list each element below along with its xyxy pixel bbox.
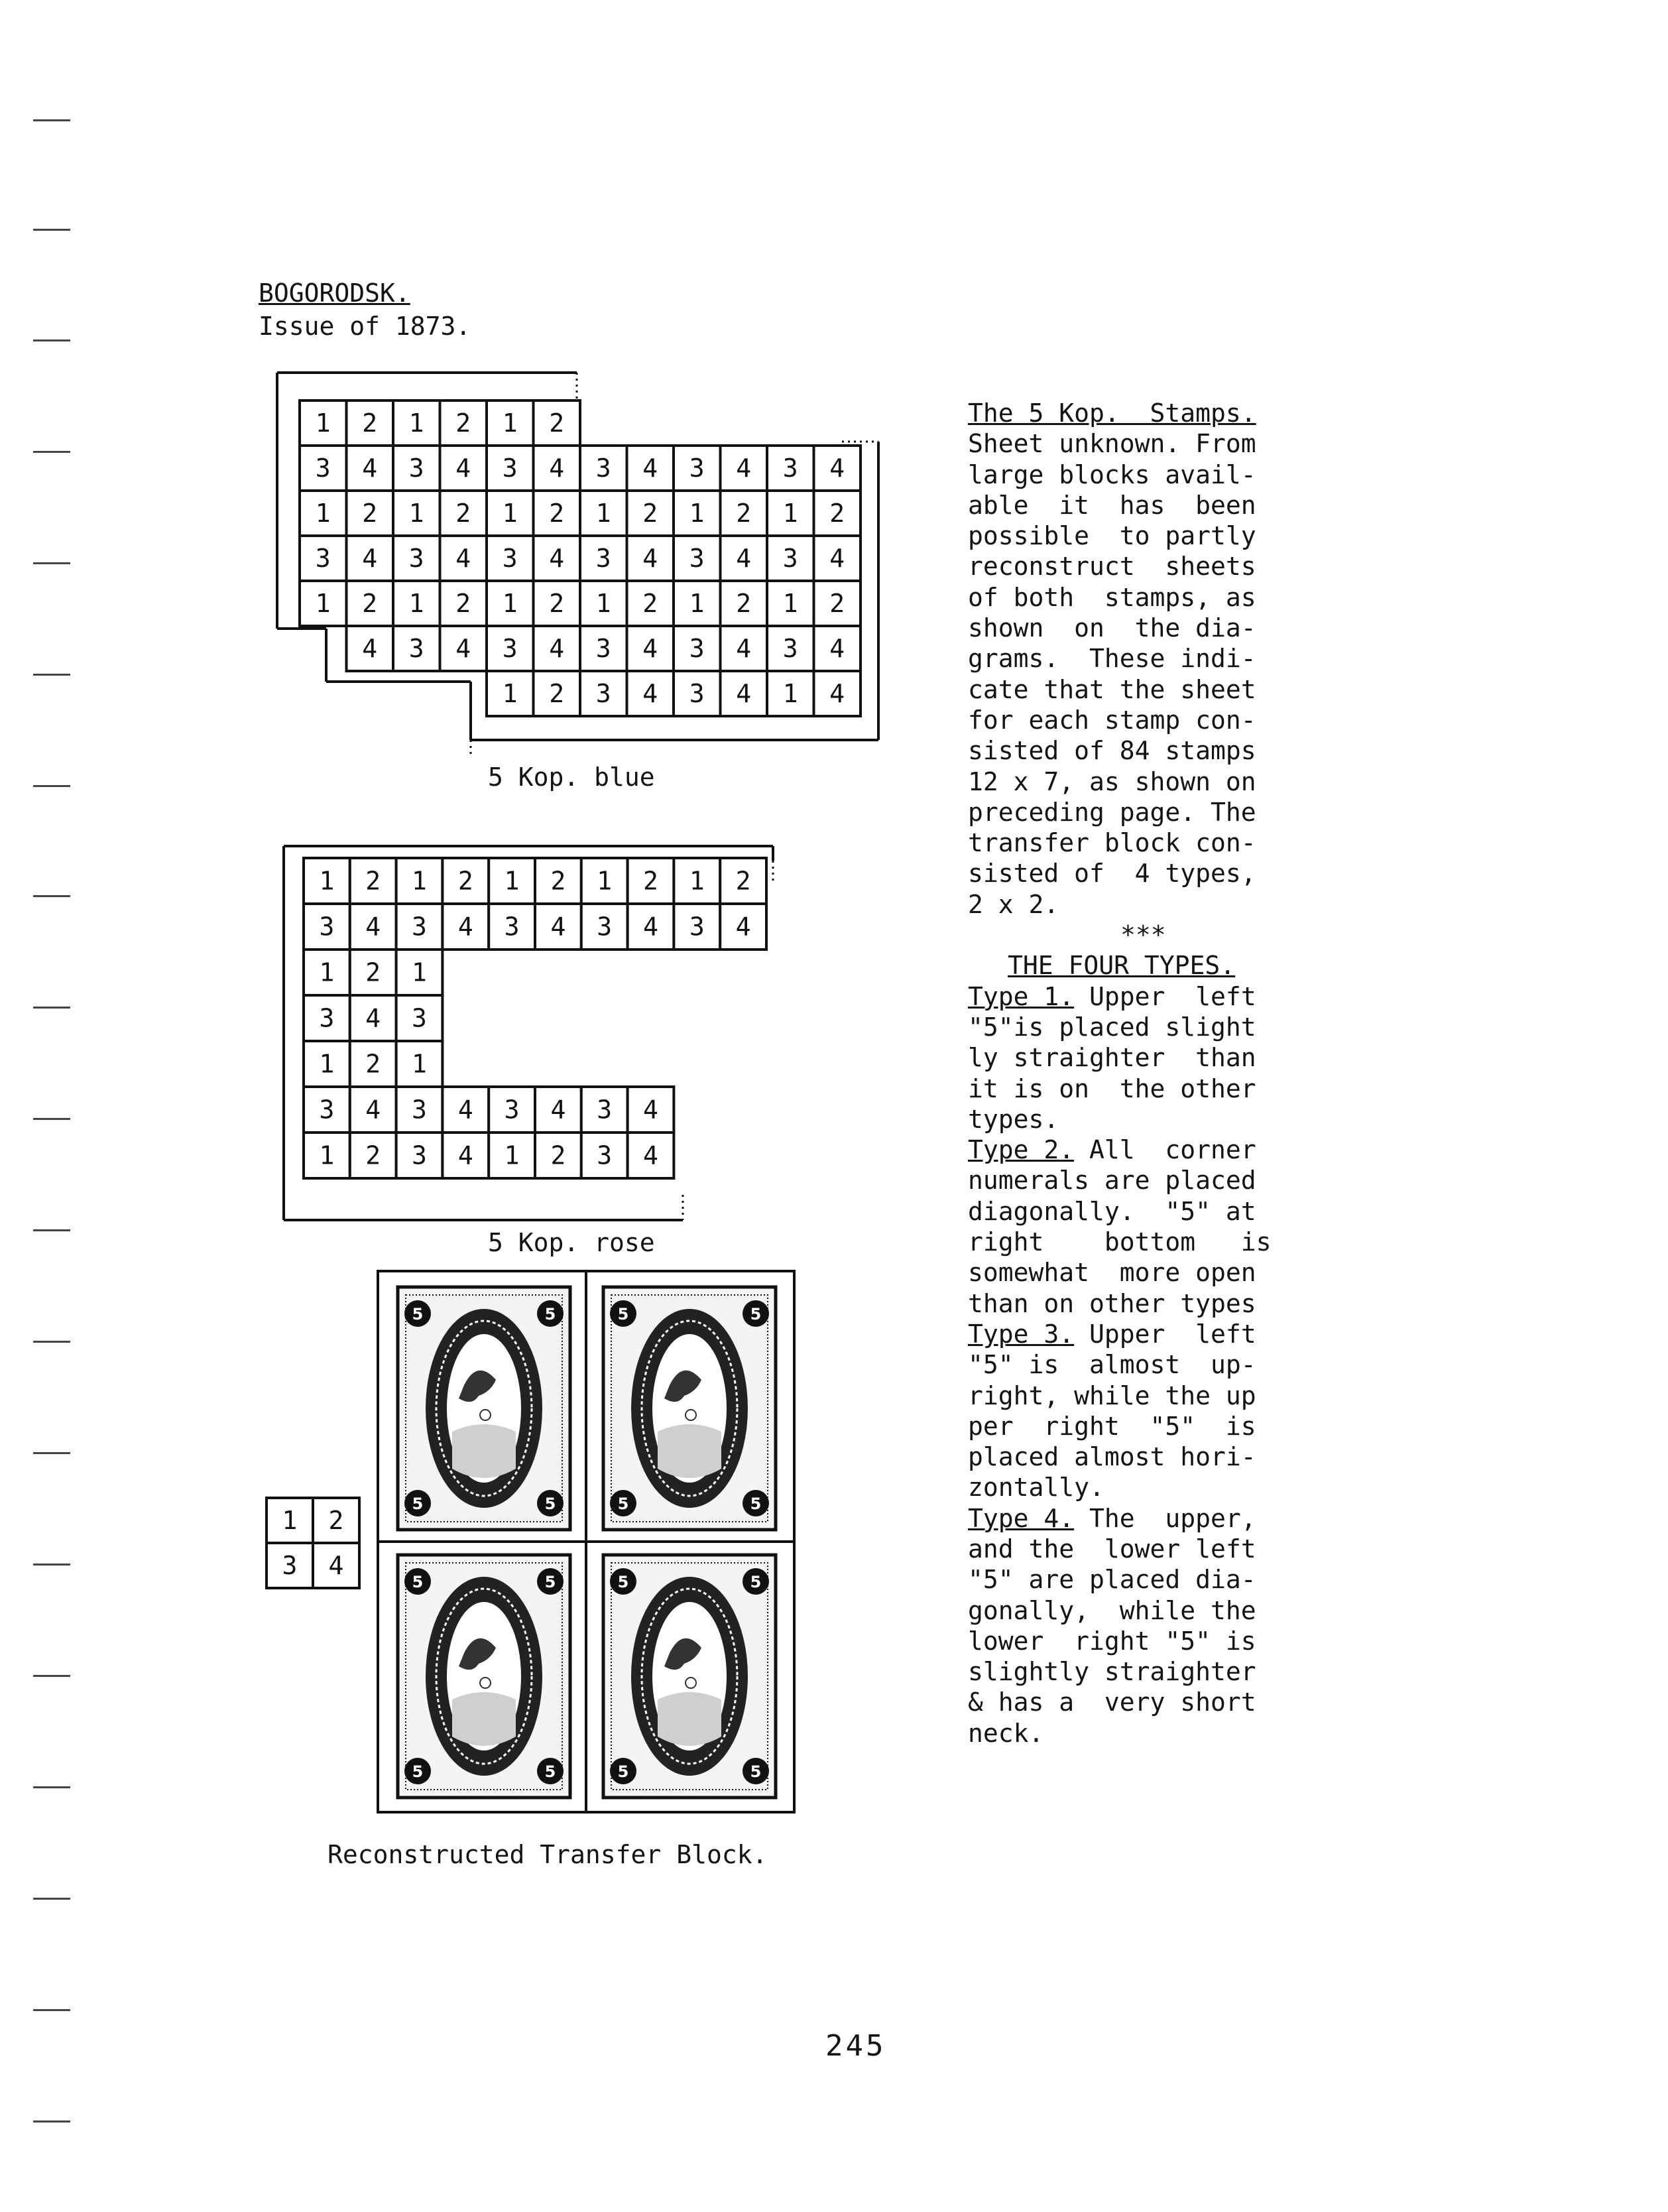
grid-cell-number: 1 <box>502 589 518 618</box>
stamp-type-4 <box>591 1547 788 1806</box>
text-line: 2 x 2. <box>968 889 1059 919</box>
grid-cell-number: 3 <box>689 634 705 663</box>
grid-cell-number: 4 <box>457 912 473 942</box>
grid-cell-number: 3 <box>502 454 518 483</box>
grid-cell-number: 2 <box>829 499 845 528</box>
grid-cell-number: 4 <box>549 454 565 483</box>
text-line: placed almost hori- <box>968 1442 1256 1472</box>
text-line: numerals are placed <box>968 1166 1256 1196</box>
grid-cell-number: 2 <box>455 408 471 438</box>
key-number: 4 <box>328 1551 344 1580</box>
text-line: possible to partly <box>968 521 1256 551</box>
text-line: for each stamp con- <box>968 705 1256 735</box>
grid-cell-number: 3 <box>782 454 798 483</box>
grid-cell-number: 1 <box>319 957 335 987</box>
grid-cell-number: 3 <box>597 1140 613 1170</box>
caption-transfer-block: Reconstructed Transfer Block. <box>328 1840 768 1869</box>
grid-cell-number: 2 <box>642 499 658 528</box>
margin-tick <box>33 1229 70 1231</box>
text-line: of both stamps, as <box>968 582 1256 612</box>
grid-cell-number: 3 <box>408 544 424 573</box>
margin-tick <box>33 674 70 676</box>
text-line: "5" is almost up- <box>968 1350 1256 1380</box>
margin-tick <box>33 119 70 121</box>
text-line: cate that the sheet <box>968 674 1256 704</box>
margin-tick <box>33 1452 70 1454</box>
grid-cell-number: 2 <box>455 499 471 528</box>
grid-cell-number: 1 <box>412 1049 427 1079</box>
text-line: right, while the up <box>968 1381 1256 1410</box>
grid-cell-number: 2 <box>550 1140 566 1170</box>
text-line: than on other types <box>968 1288 1256 1318</box>
section-separator: *** <box>1120 920 1166 950</box>
grid-cell-number: 4 <box>365 1003 381 1033</box>
svg-text:5: 5 <box>412 1762 424 1781</box>
type-2-label: Type 2. <box>968 1135 1075 1165</box>
stamp-type-2 <box>591 1279 788 1538</box>
text-line: The upper, <box>1074 1503 1256 1533</box>
margin-tick <box>33 2120 70 2122</box>
text-line: neck. <box>968 1718 1044 1748</box>
grid-cell-number: 1 <box>782 679 798 708</box>
grid-cell-number: 2 <box>455 589 471 618</box>
grid-cell-number: 2 <box>735 866 751 896</box>
grid-cell-number: 1 <box>319 1140 335 1170</box>
grid-cell-number: 1 <box>689 499 705 528</box>
text-line: able it has been <box>968 490 1256 520</box>
grid-cell-number: 4 <box>829 679 845 708</box>
type-4-label: Type 4. <box>968 1503 1075 1533</box>
grid-cell-number: 2 <box>365 866 381 896</box>
grid-cell-number: 3 <box>319 912 335 942</box>
text-line: lower right "5" is <box>968 1626 1256 1656</box>
margin-tick <box>33 2009 70 2011</box>
grid-cell-number: 3 <box>597 912 613 942</box>
grid-cell-number: 1 <box>502 679 518 708</box>
grid-cell-number: 2 <box>362 408 378 438</box>
text-line: preceding page. The <box>968 797 1256 827</box>
text-line: ly straighter than <box>968 1043 1256 1073</box>
grid-cell-number: 1 <box>504 1140 520 1170</box>
grid-cell-number: 4 <box>642 634 658 663</box>
grid-cell-number: 2 <box>365 1140 381 1170</box>
sheet-diagram-rose <box>278 837 782 1228</box>
key-number: 2 <box>328 1506 344 1535</box>
grid-cell-number: 3 <box>597 1095 613 1125</box>
grid-cell-number: 4 <box>643 1140 658 1170</box>
grid-cell-number: 4 <box>643 912 658 942</box>
text-line: Upper left <box>1074 1319 1256 1349</box>
grid-cell-number: 4 <box>457 1095 473 1125</box>
svg-text:5: 5 <box>544 1305 556 1323</box>
grid-cell-number: 4 <box>736 544 752 573</box>
margin-tick <box>33 1786 70 1788</box>
grid-cell-number: 3 <box>408 634 424 663</box>
right-column-text <box>968 398 1339 1749</box>
grid-cell-number: 4 <box>642 454 658 483</box>
margin-tick <box>33 562 70 564</box>
grid-cell-number: 1 <box>502 408 518 438</box>
grid-cell-number: 4 <box>736 679 752 708</box>
margin-tick <box>33 785 70 787</box>
grid-cell-number: 3 <box>412 1095 427 1125</box>
svg-text:5: 5 <box>750 1495 762 1513</box>
grid-cell-number: 3 <box>782 634 798 663</box>
svg-text:5: 5 <box>617 1495 629 1513</box>
margin-tick <box>33 1007 70 1009</box>
text-line: reconstruct sheets <box>968 552 1256 582</box>
text-line: large blocks avail- <box>968 460 1256 489</box>
text-line: & has a very short <box>968 1688 1256 1717</box>
text-line: "5"is placed slight <box>968 1012 1256 1042</box>
text-line: slightly straighter <box>968 1657 1256 1687</box>
stamp-type-3 <box>386 1547 582 1806</box>
grid-cell-number: 4 <box>736 634 752 663</box>
text-line: zontally. <box>968 1473 1104 1503</box>
grid-cell-number: 3 <box>595 634 611 663</box>
grid-cell-number: 3 <box>412 1140 427 1170</box>
grid-cell-number: 1 <box>597 866 613 896</box>
grid-cell-number: 1 <box>412 957 427 987</box>
grid-cell-number: 3 <box>502 634 518 663</box>
grid-cell-number: 4 <box>362 634 378 663</box>
grid-cell-number: 4 <box>362 544 378 573</box>
text-line: "5" are placed dia- <box>968 1565 1256 1595</box>
grid-cell-number: 1 <box>315 499 331 528</box>
text-line: sisted of 4 types, <box>968 859 1256 889</box>
text-line: right bottom is <box>968 1227 1272 1257</box>
svg-text:5: 5 <box>750 1762 762 1781</box>
grid-cell-number: 2 <box>362 499 378 528</box>
grid-cell-number: 2 <box>736 499 752 528</box>
grid-cell-number: 1 <box>689 866 705 896</box>
grid-cell-number: 4 <box>455 544 471 573</box>
grid-cell-number: 4 <box>829 544 845 573</box>
type-1-label: Type 1. <box>968 981 1075 1011</box>
grid-cell-number: 1 <box>408 589 424 618</box>
grid-cell-number: 1 <box>689 589 705 618</box>
text-line: types. <box>968 1104 1059 1134</box>
grid-cell-number: 3 <box>412 1003 427 1033</box>
grid-cell-number: 1 <box>595 589 611 618</box>
margin-tick <box>33 1341 70 1343</box>
caption-5kop-blue: 5 Kop. blue <box>488 763 655 792</box>
margin-tick <box>33 1675 70 1677</box>
grid-cell-number: 4 <box>736 454 752 483</box>
text-line: somewhat more open <box>968 1258 1256 1288</box>
margin-tick <box>33 339 70 341</box>
text-line: gonally, while the <box>968 1595 1256 1625</box>
grid-cell-number: 1 <box>315 589 331 618</box>
grid-cell-number: 2 <box>549 499 565 528</box>
text-line: and the lower left <box>968 1534 1256 1564</box>
svg-text:5: 5 <box>412 1573 424 1591</box>
grid-cell-number: 2 <box>457 866 473 896</box>
grid-cell-number: 4 <box>455 634 471 663</box>
grid-cell-number: 2 <box>829 589 845 618</box>
grid-cell-number: 3 <box>595 544 611 573</box>
svg-text:5: 5 <box>412 1305 424 1323</box>
grid-cell-number: 1 <box>319 866 335 896</box>
key-number: 1 <box>282 1506 298 1535</box>
grid-cell-number: 4 <box>455 454 471 483</box>
type-3-label: Type 3. <box>968 1319 1075 1349</box>
transfer-block <box>377 1270 796 1813</box>
grid-cell-number: 2 <box>550 866 566 896</box>
grid-cell-number: 1 <box>595 499 611 528</box>
grid-cell-number: 3 <box>319 1003 335 1033</box>
margin-tick <box>33 1564 70 1566</box>
stamps-heading: The 5 Kop. Stamps. <box>968 399 1256 428</box>
text-line: sisted of 84 stamps <box>968 736 1256 766</box>
text-line: All corner <box>1074 1135 1256 1165</box>
grid-cell-number: 4 <box>642 544 658 573</box>
text-line: grams. These indi- <box>968 644 1256 674</box>
grid-cell-number: 4 <box>829 454 845 483</box>
text-line: diagonally. "5" at <box>968 1196 1256 1226</box>
margin-tick <box>33 1118 70 1120</box>
grid-cell-number: 1 <box>782 499 798 528</box>
grid-cell-number: 1 <box>504 866 520 896</box>
page-title: BOGORODSK. <box>259 278 410 308</box>
grid-cell-number: 4 <box>829 634 845 663</box>
grid-cell-number: 1 <box>408 408 424 438</box>
grid-cell-number: 3 <box>689 454 705 483</box>
grid-cell-number: 4 <box>549 634 565 663</box>
text-line: Upper left <box>1074 981 1256 1011</box>
grid-cell-number: 4 <box>362 454 378 483</box>
grid-cell-number: 3 <box>408 454 424 483</box>
svg-text:5: 5 <box>544 1573 556 1591</box>
svg-text:5: 5 <box>617 1762 629 1781</box>
grid-cell-number: 3 <box>689 912 705 942</box>
grid-cell-number: 4 <box>735 912 751 942</box>
grid-cell-number: 4 <box>365 912 381 942</box>
svg-text:5: 5 <box>544 1762 556 1781</box>
grid-cell-number: 3 <box>782 544 798 573</box>
grid-cell-number: 1 <box>502 499 518 528</box>
types-heading: THE FOUR TYPES. <box>1008 951 1236 981</box>
text-line: Sheet unknown. From <box>968 429 1256 459</box>
svg-text:5: 5 <box>544 1495 556 1513</box>
text-line: transfer block con- <box>968 828 1256 858</box>
key-number: 3 <box>282 1551 298 1580</box>
grid-cell-number: 4 <box>365 1095 381 1125</box>
grid-cell-number: 4 <box>549 544 565 573</box>
grid-cell-number: 4 <box>642 679 658 708</box>
grid-cell-number: 1 <box>315 408 331 438</box>
grid-cell-number: 3 <box>595 454 611 483</box>
grid-cell-number: 1 <box>782 589 798 618</box>
sheet-diagram-blue <box>265 363 888 761</box>
grid-cell-number: 2 <box>643 866 658 896</box>
svg-text:5: 5 <box>617 1573 629 1591</box>
text-line: it is on the other <box>968 1074 1256 1103</box>
grid-cell-number: 4 <box>643 1095 658 1125</box>
margin-tick <box>33 451 70 453</box>
grid-cell-number: 2 <box>365 1049 381 1079</box>
text-line: 12 x 7, as shown on <box>968 767 1256 796</box>
text-line: per right "5" is <box>968 1411 1256 1441</box>
grid-cell-number: 2 <box>642 589 658 618</box>
grid-cell-number: 3 <box>504 912 520 942</box>
grid-cell-number: 2 <box>362 589 378 618</box>
grid-cell-number: 2 <box>736 589 752 618</box>
grid-cell-number: 1 <box>412 866 427 896</box>
grid-cell-number: 2 <box>365 957 381 987</box>
margin-tick <box>33 1898 70 1900</box>
text-line: shown on the dia- <box>968 613 1256 643</box>
svg-text:5: 5 <box>750 1305 762 1323</box>
grid-cell-number: 2 <box>549 679 565 708</box>
grid-cell-number: 3 <box>504 1095 520 1125</box>
grid-cell-number: 3 <box>502 544 518 573</box>
grid-cell-number: 3 <box>689 544 705 573</box>
page-number: 245 <box>825 2029 886 2063</box>
margin-tick <box>33 895 70 897</box>
transfer-type-key <box>264 1495 363 1595</box>
issue-subtitle: Issue of 1873. <box>259 312 471 341</box>
grid-cell-number: 4 <box>550 912 566 942</box>
grid-cell-number: 3 <box>595 679 611 708</box>
grid-cell-number: 4 <box>457 1140 473 1170</box>
caption-5kop-rose: 5 Kop. rose <box>488 1228 655 1257</box>
grid-cell-number: 1 <box>319 1049 335 1079</box>
grid-cell-number: 3 <box>315 544 331 573</box>
grid-cell-number: 3 <box>689 679 705 708</box>
svg-text:5: 5 <box>750 1573 762 1591</box>
stamp-type-1 <box>386 1279 582 1538</box>
grid-cell-number: 3 <box>412 912 427 942</box>
svg-text:5: 5 <box>617 1305 629 1323</box>
grid-cell-number: 1 <box>408 499 424 528</box>
margin-tick <box>33 229 70 231</box>
grid-cell-number: 3 <box>319 1095 335 1125</box>
grid-cell-number: 2 <box>549 408 565 438</box>
grid-cell-number: 4 <box>550 1095 566 1125</box>
svg-text:5: 5 <box>412 1495 424 1513</box>
grid-cell-number: 3 <box>315 454 331 483</box>
grid-cell-number: 2 <box>549 589 565 618</box>
